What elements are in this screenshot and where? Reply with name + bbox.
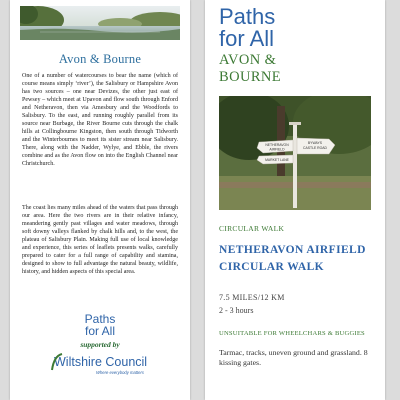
- paths-for-all-logo-small: [10, 313, 190, 337]
- sign-arm-right: [297, 138, 335, 154]
- walk-title-line2: CIRCULAR WALK: [219, 261, 324, 273]
- council-swoosh-icon: [50, 352, 64, 372]
- paths-for-all-title: [219, 6, 275, 50]
- sign-text-1: NETHERAVON: [265, 143, 289, 147]
- walk-title-line1: NETHERAVON AIRFIELD: [219, 244, 366, 256]
- logo-line2: for All: [84, 324, 115, 338]
- sign-text-4: BYWAYS: [307, 141, 323, 145]
- title-line2: for All: [219, 26, 275, 51]
- intro-paragraph: One of a number of watercourses to bear the name (which of course means simply ‘river’), the Salisbury or Hampshire Avon has two sources – one near Devizes, the other just east of Pewsey – which meet at Upavon and flow south through Enford and Netheravon, then via Amesbury and the Woodfords to Salisbury. To the east, and running roughly parallel from its source near Burbage, the River Bourne cuts through the chalk hills at Collingbourne Kingston, then south through Tidworth and the Winterbournes to meet its sister stream near Salisbury. There, along with the Nadder, Wylye, and Ebble, the rivers combine and as the Avon flow on into the English Channel near Christchurch.: [22, 73, 178, 167]
- section-heading: Avon & Bourne: [58, 52, 142, 66]
- sign-arm-left: [257, 140, 293, 153]
- logo-line1: Paths: [84, 312, 116, 326]
- route-line1: AVON &: [219, 52, 277, 68]
- walk-type: CIRCULAR WALK: [219, 224, 285, 233]
- signpost-photo: [219, 96, 371, 210]
- distance: 7.5 MILES/12 KM: [219, 293, 285, 302]
- duration: 2 - 3 hours: [219, 306, 254, 315]
- sign-text-5: CASTLE ROAD: [303, 146, 327, 150]
- council-name: Wiltshire Council: [54, 355, 148, 369]
- wiltshire-council-logo: [54, 350, 174, 374]
- supported-by-text: supported by: [80, 340, 120, 349]
- council-tagline: Where everybody matters: [96, 370, 144, 375]
- sign-text-2: AIRFIELD: [269, 147, 285, 152]
- route-name: [219, 52, 379, 86]
- right-page: [205, 0, 385, 400]
- terrain-description: Tarmac, tracks, uneven ground and grassland. 8 kissing gates.: [219, 348, 368, 368]
- accessibility-warning: UNSUITABLE FOR WHEELCHARS & BUGGIES: [219, 330, 365, 337]
- sign-text-3: MARKET LANE: [265, 158, 289, 162]
- sign-arm-left-lower: [257, 155, 293, 164]
- walk-title: [219, 242, 379, 276]
- title-line1: Paths: [219, 4, 276, 29]
- route-line2: BOURNE: [219, 69, 282, 85]
- left-page: [10, 0, 190, 400]
- river-photo: [20, 6, 180, 40]
- description-paragraph: The coast lies many miles ahead of the waters that pass through our area. Here the two rivers are in their relative infancy, meandering gently past villages and water meadows, through soft downy valleys flanked by chalk hills and, to the west, the plateau of Salisbury Plain. Making full use of local knowledge and experience, this series of leaflets presents walks, carefully prepared to cater for a full range of capability and stamina, designed to show to full advantage the natural beauty, wildlife, history, and hidden aspects of this special area.: [22, 205, 178, 275]
